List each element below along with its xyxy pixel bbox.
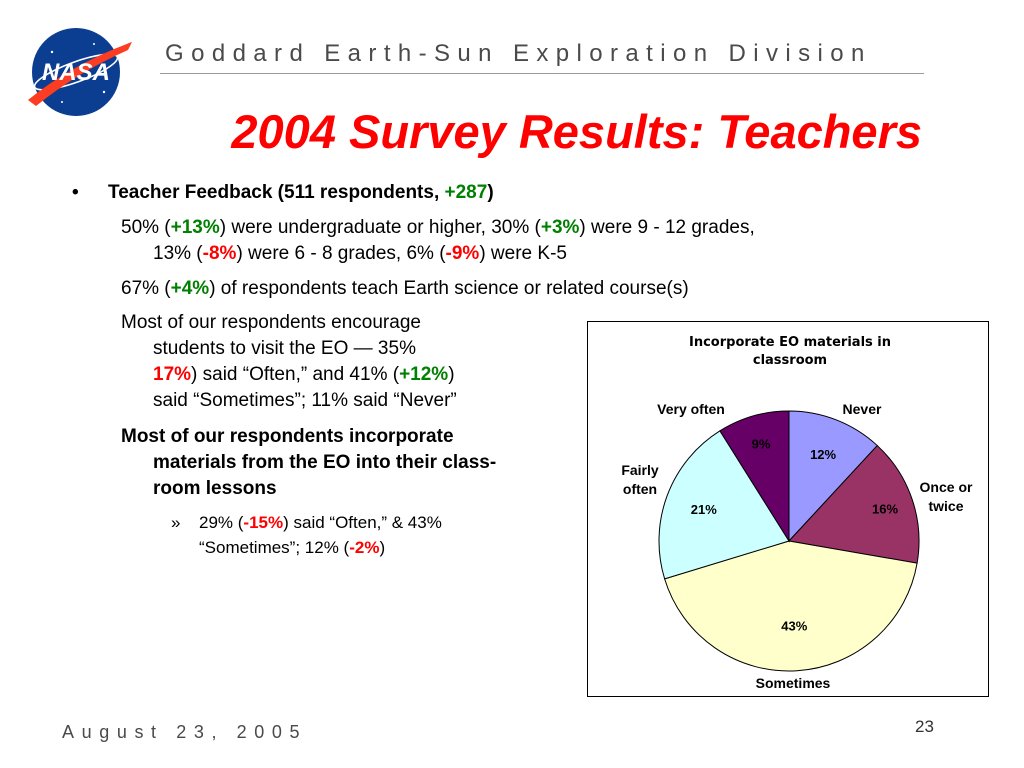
- text-run: ) were 6 - 8 grades, 6% (: [236, 243, 446, 264]
- text-run: ) were undergraduate or higher, 30% (: [219, 217, 541, 238]
- paragraph-line: materials from the EO into their class-: [153, 452, 497, 473]
- text-run: ) said “Often,” and 41% (: [191, 364, 400, 385]
- paragraph-line: [199, 510, 442, 535]
- delta-positive: +3%: [540, 217, 580, 238]
- bullet-close: ): [487, 182, 494, 203]
- slice-value-label: 12%: [810, 446, 837, 462]
- bullet-dot: •: [72, 182, 79, 203]
- chart-title: Incorporate EO materials in classroom: [689, 335, 891, 368]
- text-run: ) were K-5: [479, 243, 567, 264]
- paragraph-line: [121, 241, 755, 267]
- delta-positive: +4%: [170, 278, 210, 299]
- text-run: ): [448, 364, 455, 385]
- paragraph-incorporate: [121, 424, 496, 502]
- paragraph-line: said “Sometimes”; 11% said “Never”: [153, 390, 457, 411]
- paragraph-line: [121, 276, 689, 302]
- slice-category-label: Sometimes: [755, 675, 831, 691]
- delta-negative: -9%: [445, 243, 480, 264]
- paragraph-earth-science: [121, 276, 689, 302]
- slice-category-label: Never: [842, 401, 882, 417]
- delta-negative: 17%: [153, 364, 192, 385]
- slice-category-label: Fairly often: [621, 462, 659, 497]
- paragraph-visit-eo: [121, 310, 457, 414]
- sub-bullet-marker: »: [171, 513, 181, 532]
- delta-negative: -15%: [243, 513, 284, 532]
- delta-positive: +12%: [399, 364, 449, 385]
- bullet-lead: Teacher Feedback (511 respondents,: [108, 182, 445, 203]
- slice-value-label: 16%: [871, 501, 899, 517]
- bullet-delta: +287: [444, 182, 488, 203]
- text-run: 50% (: [121, 217, 171, 238]
- text-run: 29% (: [199, 513, 244, 532]
- footer-date: August 23, 2005: [62, 722, 308, 742]
- paragraph-line: [121, 362, 457, 388]
- nasa-logo-text: NASA: [41, 59, 111, 86]
- slice-value-label: 21%: [690, 502, 717, 518]
- text-run: ): [379, 538, 386, 557]
- pie-chart-box: [587, 321, 989, 697]
- division-name: Goddard Earth-Sun Exploration Division: [165, 40, 872, 67]
- paragraph-line: [121, 215, 755, 241]
- paragraph-line: [199, 535, 442, 560]
- paragraph-line: room lessons: [153, 478, 277, 499]
- pie-chart: [588, 322, 988, 696]
- text-run: ) were 9 - 12 grades,: [579, 217, 755, 238]
- text-run: ) said “Often,” & 43%: [283, 513, 442, 532]
- delta-positive: +13%: [170, 217, 220, 238]
- text-run: “Sometimes”; 12% (: [199, 538, 350, 557]
- slice-value-label: 9%: [751, 436, 771, 452]
- sub-bullet-body: [199, 510, 442, 560]
- paragraph-grades: [121, 215, 755, 267]
- bullet-text: [108, 182, 494, 204]
- paragraph-line: students to visit the EO — 35%: [153, 338, 416, 359]
- text-run: 13% (: [153, 243, 203, 264]
- text-run: ) of respondents teach Earth science or related course(s): [209, 278, 689, 299]
- slice-category-label: Once or twice: [919, 479, 973, 514]
- slice-category-label: Very often: [657, 401, 725, 417]
- slice-value-label: 43%: [781, 618, 808, 634]
- page-number: 23: [915, 717, 934, 736]
- slide-title: 2004 Survey Results: Teachers: [231, 105, 922, 158]
- text-run: 67% (: [121, 278, 171, 299]
- delta-negative: -2%: [349, 538, 380, 557]
- paragraph-line: Most of our respondents incorporate: [121, 426, 454, 447]
- delta-negative: -8%: [202, 243, 237, 264]
- paragraph-line: Most of our respondents encourage: [121, 312, 421, 333]
